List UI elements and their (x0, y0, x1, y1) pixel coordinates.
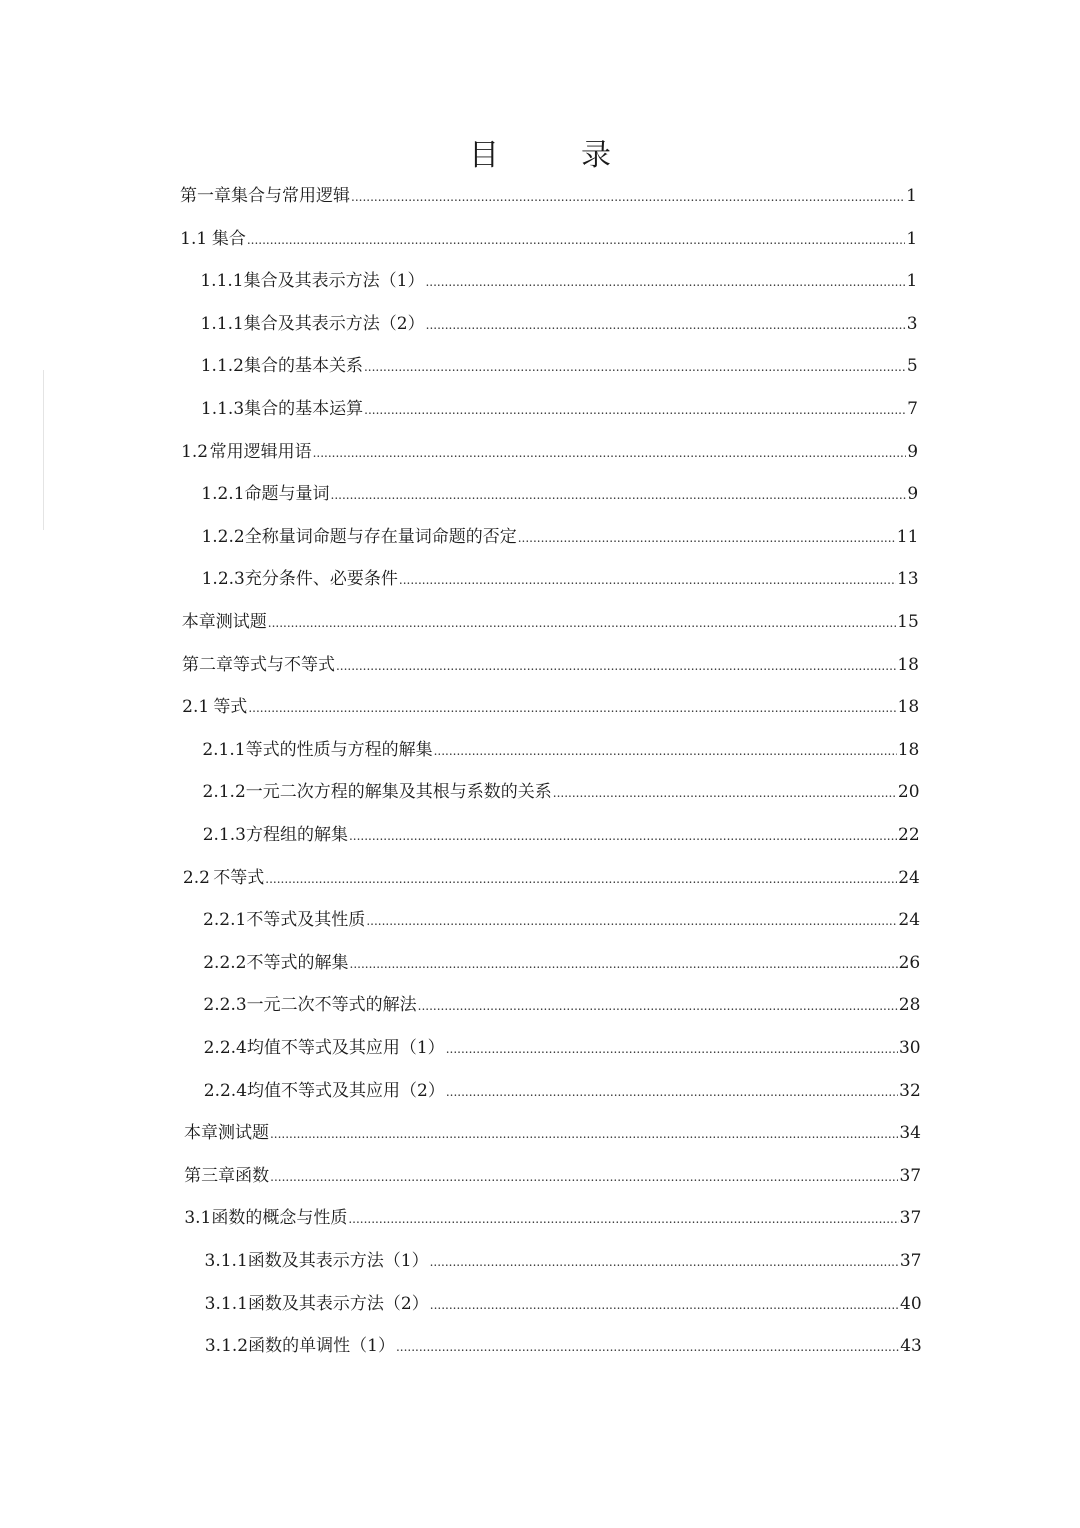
dot-leader (396, 1332, 899, 1362)
dot-leader (366, 906, 897, 936)
toc-entry-number: 2.2.4 (203, 1080, 248, 1101)
toc-entry-page: 28 (898, 995, 921, 1016)
toc-entry[interactable] (201, 479, 918, 509)
toc-entry-label: 一元二次方程的解集及其根与系数的关系 (245, 782, 552, 803)
toc-entry-number: 2.2.1 (203, 910, 247, 931)
toc-entry-number: 3.1.1 (204, 1251, 248, 1271)
toc-entry-number: 2.1.2 (202, 782, 246, 803)
toc-entry-number: 1.1.1 (200, 271, 244, 292)
toc-entry-label: 函数的单调性（1） (248, 1336, 395, 1357)
toc-entry[interactable] (203, 777, 920, 807)
toc-entry-page: 13 (896, 569, 919, 590)
toc-entry-number: 1.2.1 (201, 484, 245, 505)
dot-leader (348, 1204, 898, 1234)
toc-entry-label: 等式 (213, 697, 248, 718)
toc-entry[interactable] (180, 181, 917, 211)
toc-entry-page: 18 (897, 654, 919, 675)
dot-leader (265, 864, 897, 894)
toc-entry-page: 1 (906, 271, 918, 292)
dot-leader (518, 523, 896, 553)
toc-entry[interactable] (201, 522, 918, 552)
dot-leader (553, 778, 897, 808)
dot-leader (446, 1034, 898, 1064)
toc-entry-number: 3.1.1 (204, 1293, 248, 1314)
toc-entry-label: 不等式 (213, 867, 265, 888)
toc-entry[interactable] (204, 1033, 921, 1063)
toc-entry[interactable] (201, 309, 918, 339)
toc-entry-number: 2.2 (182, 867, 210, 888)
toc-entry-number: 1.1.2 (200, 356, 244, 377)
toc-entry-page: 9 (907, 441, 919, 462)
dot-leader (426, 310, 906, 340)
toc-entry-page: 24 (898, 867, 920, 888)
toc-entry-page: 15 (897, 612, 919, 632)
dot-leader (434, 736, 897, 766)
toc-entry-page: 3 (906, 313, 918, 334)
toc-entry-label: 本章测试题 (183, 1123, 269, 1144)
toc-entry-page: 40 (900, 1293, 922, 1314)
toc-entry[interactable] (182, 650, 919, 680)
page-title: 目 录 (469, 138, 637, 173)
toc-entry-label: 等式与不等式 (232, 654, 335, 675)
toc-entry[interactable] (200, 266, 917, 296)
toc-entry-page: 22 (898, 825, 920, 845)
toc-entry[interactable] (180, 224, 917, 254)
toc-entry[interactable] (184, 1118, 921, 1148)
toc-entry-label: 本章测试题 (181, 612, 267, 632)
dot-leader (270, 1119, 898, 1149)
dot-leader (331, 480, 907, 510)
toc-entry-page: 11 (896, 526, 919, 547)
toc-entry-number: 1.1 (180, 228, 208, 249)
toc-entry-page: 37 (899, 1208, 922, 1229)
toc-entry-number: 1.2 (181, 441, 209, 462)
toc-entry-label: 函数的概念与性质 (211, 1208, 348, 1229)
toc-entry-label: 函数 (235, 1165, 270, 1186)
dot-leader (248, 693, 896, 723)
toc-entry-number: 3.1.2 (204, 1336, 249, 1357)
toc-entry[interactable] (183, 863, 920, 893)
dot-leader (336, 651, 896, 681)
toc-entry[interactable] (202, 564, 919, 594)
toc-entry[interactable] (203, 905, 920, 935)
toc-entry[interactable] (203, 948, 920, 978)
toc-entry-page: 5 (906, 356, 918, 377)
toc-entry-number: 第二章 (181, 654, 233, 675)
toc-entry-page: 18 (897, 739, 920, 760)
toc-entry-page: 9 (907, 484, 919, 505)
toc-entry[interactable] (203, 820, 920, 850)
toc-entry-label: 全称量词命题与存在量词命题的否定 (244, 526, 517, 547)
scan-artifact-line (43, 370, 44, 530)
dot-leader (364, 395, 906, 425)
toc-entry-page: 37 (899, 1251, 922, 1271)
toc-entry-number: 2.2.2 (203, 952, 247, 973)
toc-entry[interactable] (203, 990, 920, 1020)
toc-entry[interactable] (205, 1246, 922, 1276)
toc-entry-page: 18 (897, 697, 920, 718)
dot-leader (430, 1290, 899, 1320)
toc-entry-number: 2.1.3 (202, 825, 246, 845)
toc-entry-page: 37 (899, 1165, 922, 1186)
dot-leader (430, 1247, 899, 1277)
toc-entry-label: 集合及其表示方法（1） (243, 271, 425, 292)
toc-entry-label: 函数及其表示方法（1） (247, 1251, 429, 1271)
toc-entry-label: 命题与量词 (244, 484, 330, 505)
toc-entry[interactable] (201, 351, 918, 381)
toc-entry[interactable] (201, 394, 918, 424)
toc-entry-page: 20 (897, 782, 920, 803)
toc-entry-page: 43 (900, 1336, 922, 1357)
toc-entry-number: 2.1.1 (202, 739, 246, 760)
toc-entry[interactable] (202, 735, 919, 765)
toc-entry-number: 第三章 (184, 1165, 236, 1186)
toc-entry[interactable] (182, 692, 919, 722)
dot-leader (268, 608, 896, 638)
toc-entry-page: 24 (898, 910, 921, 931)
toc-entry[interactable] (181, 437, 918, 467)
dot-leader (313, 438, 907, 468)
toc-entry[interactable] (184, 1203, 921, 1233)
dot-leader (399, 565, 896, 595)
toc-entry[interactable] (184, 1161, 921, 1191)
toc-entry-number: 2.1 (182, 697, 210, 718)
toc-entry[interactable] (204, 1076, 921, 1106)
toc-entry-page: 7 (907, 399, 918, 419)
dot-leader (351, 182, 905, 212)
toc-entry-page: 32 (899, 1080, 921, 1101)
dot-leader (425, 267, 905, 297)
toc-entry-label: 充分条件、必要条件 (244, 569, 398, 590)
toc-entry-page: 1 (906, 228, 918, 249)
toc-entry-number: 1.1.3 (200, 399, 245, 419)
toc-entry-label: 常用逻辑用语 (209, 441, 312, 462)
toc-entry[interactable] (205, 1289, 922, 1319)
toc-entry-label: 函数及其表示方法（2） (247, 1293, 429, 1314)
dot-leader (446, 1077, 898, 1107)
toc-entry[interactable] (182, 607, 919, 637)
toc-entry-number: 1.2.3 (201, 569, 245, 590)
toc-entry-label: 一元二次不等式的解法 (246, 995, 417, 1016)
dot-leader (270, 1162, 898, 1192)
toc-entry-label: 不等式及其性质 (246, 910, 366, 931)
toc-entry-label: 集合的基本关系 (243, 356, 363, 377)
toc-entry-label: 均值不等式及其应用（1） (246, 1038, 445, 1058)
toc-entry-number: 第一章 (180, 186, 231, 206)
toc-entry-label: 方程组的解集 (245, 825, 348, 845)
dot-leader (364, 352, 906, 382)
toc-entry-number: 3.1 (184, 1208, 212, 1229)
dot-leader (350, 949, 898, 979)
toc-entry-label: 不等式的解集 (246, 952, 349, 973)
toc-entry-label: 集合的基本运算 (244, 399, 364, 419)
toc-entry-number: 1.1.1 (200, 313, 244, 334)
toc-entry-number: 2.2.4 (203, 1038, 247, 1058)
toc-entry-page: 34 (899, 1123, 921, 1144)
dot-leader (247, 225, 906, 255)
toc-entry-label: 集合及其表示方法（2） (243, 313, 425, 334)
dot-leader (418, 991, 898, 1021)
toc-entry-label: 等式的性质与方程的解集 (245, 739, 433, 760)
toc-entry-number: 2.2.3 (203, 995, 247, 1016)
toc-entry-page: 1 (906, 186, 917, 206)
toc-entry-label: 集合与常用逻辑 (231, 186, 350, 206)
toc-entry-page: 26 (898, 952, 921, 973)
toc-entry-label: 集合 (211, 228, 246, 249)
dot-leader (349, 821, 897, 851)
toc-entry-label: 均值不等式及其应用（2） (247, 1080, 445, 1101)
toc-entry-page: 30 (898, 1038, 921, 1058)
toc-entry[interactable] (205, 1331, 922, 1361)
toc-entry-number: 1.2.2 (201, 526, 245, 547)
